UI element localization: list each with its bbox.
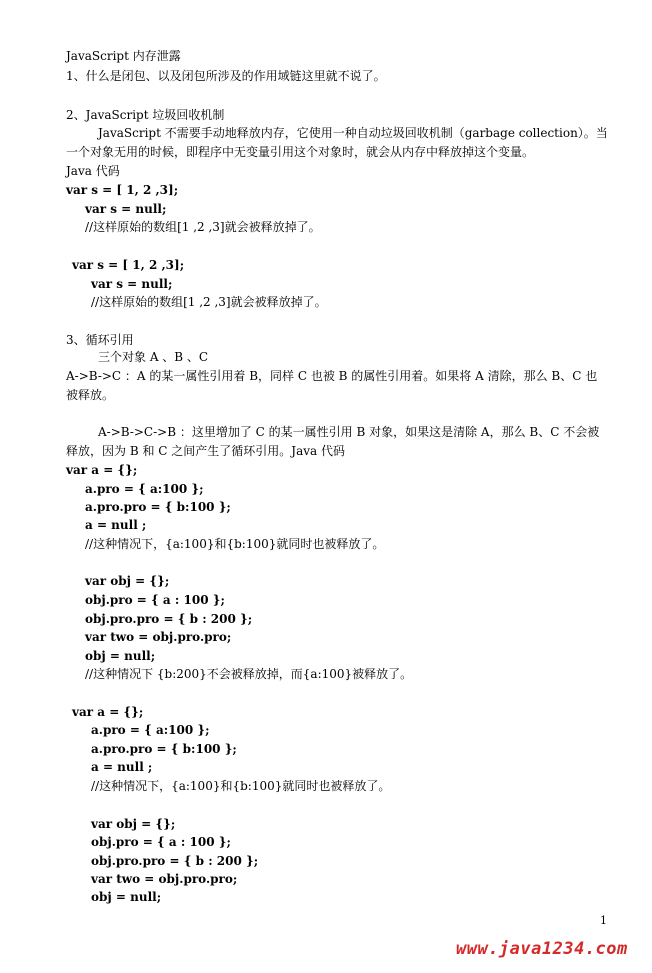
text-line: var a = {};	[66, 463, 138, 477]
text-line: 3、循环引用	[66, 333, 134, 347]
text-line: var obj = {};	[91, 817, 176, 831]
text-line: A->B->C ：A 的某一属性引用着 B，同样 C 也被 B 的属性引用着。如果将 A 清除，那么 B、C 也	[66, 369, 598, 383]
text-line: obj.pro = { a : 100 };	[85, 593, 225, 607]
text-line: var a = {};	[72, 705, 144, 719]
text-line: var s = [ 1, 2 ,3];	[72, 258, 185, 272]
text-line: var two = obj.pro.pro;	[85, 630, 232, 644]
text-line: obj.pro = { a : 100 };	[91, 835, 231, 849]
text-line: A->B->C->B ：这里增加了 C 的某一属性引用 B 对象，如果这是清除 A，那么 B、C 不会被	[98, 425, 600, 439]
page-number: 1	[600, 914, 607, 927]
text-line: a = null ;	[91, 760, 153, 774]
text-line: 1、什么是闭包、以及闭包所涉及的作用域链这里就不说了。	[66, 69, 386, 83]
text-line: a.pro.pro = { b:100 };	[91, 742, 237, 756]
text-line: 三个对象 A 、B 、C	[98, 350, 209, 364]
text-line: var s = null;	[85, 202, 167, 216]
text-line: JavaScript 内存泄露	[66, 49, 181, 63]
text-line: a.pro = { a:100 };	[85, 482, 204, 496]
text-line: obj.pro.pro = { b : 200 };	[85, 612, 253, 626]
text-line: a.pro = { a:100 };	[91, 723, 210, 737]
text-line: obj = null;	[91, 890, 162, 904]
text-line: 一个对象无用的时候，即程序中无变量引用这个对象时，就会从内存中释放掉这个变量。	[66, 145, 535, 159]
site-watermark: www.java1234.com	[456, 939, 628, 959]
text-line: var s = null;	[91, 277, 173, 291]
text-line: Java 代码	[66, 164, 120, 178]
text-line: //这样原始的数组[1 ,2 ,3]就会被释放掉了。	[85, 220, 321, 234]
text-line: var two = obj.pro.pro;	[91, 872, 238, 886]
text-line: var obj = {};	[85, 574, 170, 588]
text-line: //这种情况下 {b:200}不会被释放掉，而{a:100}被释放了。	[85, 667, 413, 681]
text-line: JavaScript 不需要手动地释放内存，它使用一种自动垃圾回收机制（garbage collection）。当	[98, 126, 608, 140]
text-line: a = null ;	[85, 518, 147, 532]
text-line: //这样原始的数组[1 ,2 ,3]就会被释放掉了。	[91, 295, 327, 309]
text-line: obj = null;	[85, 649, 156, 663]
text-line: a.pro.pro = { b:100 };	[85, 500, 231, 514]
text-line: obj.pro.pro = { b : 200 };	[91, 854, 259, 868]
text-line: 被释放。	[66, 388, 115, 402]
text-line: //这种情况下，{a:100}和{b:100}就同时也被释放了。	[91, 779, 391, 793]
text-line: //这种情况下，{a:100}和{b:100}就同时也被释放了。	[85, 537, 385, 551]
text-line: 2、JavaScript 垃圾回收机制	[66, 108, 225, 122]
text-line: var s = [ 1, 2 ,3];	[66, 183, 179, 197]
text-line: 释放，因为 B 和 C 之间产生了循环引用。Java 代码	[66, 444, 345, 458]
